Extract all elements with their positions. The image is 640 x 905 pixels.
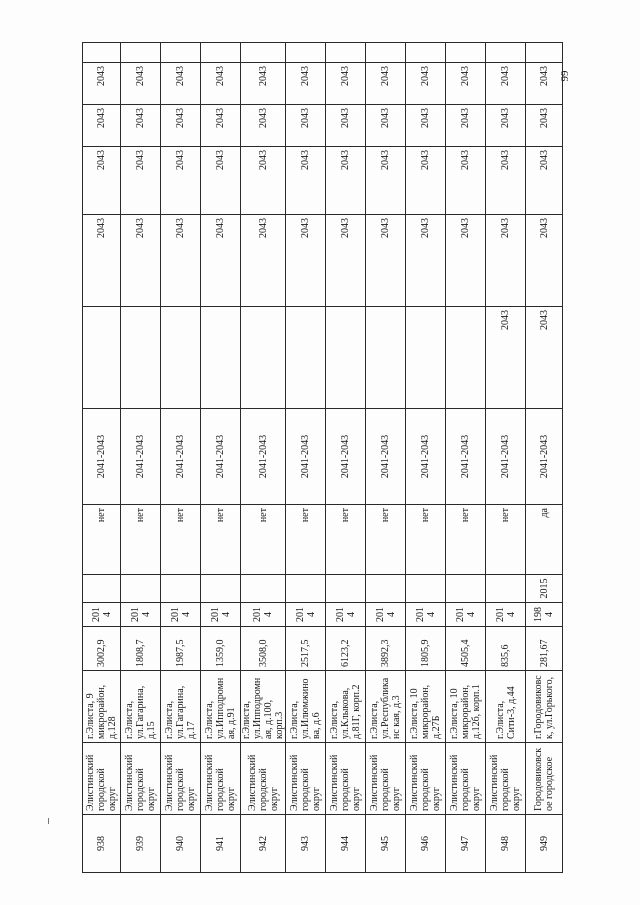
year-col-3-cell: 2043 <box>486 147 526 215</box>
table-row <box>161 43 201 873</box>
period-cell: 2041-2043 <box>83 409 121 505</box>
empty-cell <box>83 43 121 63</box>
area-cell: 2517,5 <box>286 627 326 671</box>
table-row <box>406 43 446 873</box>
address-cell: г.Элиста, ул.Клыкова, д.81Г, корп.2 <box>326 671 366 743</box>
year-built-cell: 2014 <box>161 603 201 627</box>
municipality-cell: Элистинский городской округ <box>121 743 161 815</box>
flag-cell: нет <box>201 505 241 575</box>
year-col-2-cell: 2043 <box>83 215 121 307</box>
rotated-table-wrapper <box>82 43 557 873</box>
year-col-3-cell: 2043 <box>406 147 446 215</box>
year-col-1-cell <box>201 307 241 409</box>
year-col-4-cell: 2043 <box>161 105 201 147</box>
flag-cell: нет <box>161 505 201 575</box>
row-number: 949 <box>526 815 563 873</box>
year-built-cell: 2014 <box>121 603 161 627</box>
year-built-cell: 2014 <box>486 603 526 627</box>
area-cell: 3002,9 <box>83 627 121 671</box>
year-built-cell: 2014 <box>286 603 326 627</box>
year-col-3-cell: 2043 <box>83 147 121 215</box>
table-row <box>366 43 406 873</box>
period-cell: 2041-2043 <box>286 409 326 505</box>
year-col-2-cell: 2043 <box>486 215 526 307</box>
table-row <box>286 43 326 873</box>
period-cell: 2041-2043 <box>161 409 201 505</box>
period-cell: 2041-2043 <box>201 409 241 505</box>
municipality-cell: Элистинский городской округ <box>406 743 446 815</box>
address-cell: г.Элиста, ул.Республиканс кая, д.3 <box>366 671 406 743</box>
period-cell: 2041-2043 <box>406 409 446 505</box>
period-cell: 2041-2043 <box>121 409 161 505</box>
address-cell: г.Элиста, ул.Ипподромная, д.100, корп.3 <box>241 671 286 743</box>
year-col-3-cell: 2043 <box>286 147 326 215</box>
year-col-2-cell: 2043 <box>201 215 241 307</box>
empty-cell <box>406 43 446 63</box>
year-col-5-cell: 2043 <box>121 63 161 105</box>
year-col-3-cell: 2043 <box>121 147 161 215</box>
year-col-4-cell: 2043 <box>241 105 286 147</box>
empty-cell <box>286 43 326 63</box>
year-col-3-cell: 2043 <box>446 147 486 215</box>
empty-cell <box>121 43 161 63</box>
empty-cell <box>486 43 526 63</box>
empty-cell <box>161 43 201 63</box>
address-cell: г.Элиста, ул.Гагарина, д.17 <box>161 671 201 743</box>
area-cell: 281,67 <box>526 627 563 671</box>
year-col-3-cell: 2043 <box>366 147 406 215</box>
year-col-1-cell <box>446 307 486 409</box>
address-cell: г.Элиста, 10 микрорайон, д.12б, корп.1 <box>446 671 486 743</box>
year-built-cell: 2014 <box>326 603 366 627</box>
row-number: 939 <box>121 815 161 873</box>
period-cell: 2041-2043 <box>241 409 286 505</box>
year-col-4-cell: 2043 <box>83 105 121 147</box>
area-cell: 1808,7 <box>121 627 161 671</box>
year-col-2-cell: 2043 <box>526 215 563 307</box>
flag-cell: да <box>526 505 563 575</box>
year-col-1-cell <box>406 307 446 409</box>
year-extra-cell <box>446 575 486 603</box>
year-extra-cell <box>241 575 286 603</box>
flag-cell: нет <box>326 505 366 575</box>
table-row <box>83 43 121 873</box>
address-cell: г.Элиста, ул.Ипподромная, д.91 <box>201 671 241 743</box>
year-col-2-cell: 2043 <box>446 215 486 307</box>
year-col-5-cell: 2043 <box>83 63 121 105</box>
flag-cell: нет <box>241 505 286 575</box>
year-built-cell: 2014 <box>83 603 121 627</box>
period-cell: 2041-2043 <box>326 409 366 505</box>
year-extra-cell <box>366 575 406 603</box>
year-extra-cell <box>161 575 201 603</box>
year-built-cell: 2014 <box>241 603 286 627</box>
flag-cell: нет <box>366 505 406 575</box>
municipality-cell: Элистинский городской округ <box>486 743 526 815</box>
address-cell: г.Элиста, Сити-3, д.44 <box>486 671 526 743</box>
table-row <box>486 43 526 873</box>
table-row <box>326 43 366 873</box>
area-cell: 1987,5 <box>161 627 201 671</box>
empty-cell <box>326 43 366 63</box>
address-cell: г.Элиста, 9 микрорайон, д.128 <box>83 671 121 743</box>
empty-cell <box>241 43 286 63</box>
year-col-2-cell: 2043 <box>241 215 286 307</box>
flag-cell: нет <box>286 505 326 575</box>
table-row <box>446 43 486 873</box>
municipality-cell: Элистинский городской округ <box>366 743 406 815</box>
year-built-cell: 2014 <box>446 603 486 627</box>
year-col-3-cell: 2043 <box>161 147 201 215</box>
area-cell: 6123,2 <box>326 627 366 671</box>
table-row <box>241 43 286 873</box>
year-col-3-cell: 2043 <box>241 147 286 215</box>
year-col-1-cell <box>286 307 326 409</box>
municipality-cell: Городовиковское городское <box>526 743 563 815</box>
year-col-3-cell: 2043 <box>526 147 563 215</box>
year-col-2-cell: 2043 <box>366 215 406 307</box>
row-number: 945 <box>366 815 406 873</box>
page-number: 99 <box>559 70 571 82</box>
period-cell: 2041-2043 <box>486 409 526 505</box>
housing-register-table <box>82 42 563 873</box>
year-col-4-cell: 2043 <box>446 105 486 147</box>
year-built-cell: 2014 <box>201 603 241 627</box>
year-col-2-cell: 2043 <box>286 215 326 307</box>
area-cell: 1805,9 <box>406 627 446 671</box>
address-cell: г.Элиста, ул.Илюмжинова, д.6 <box>286 671 326 743</box>
year-col-5-cell: 2043 <box>161 63 201 105</box>
flag-cell: нет <box>83 505 121 575</box>
area-cell: 3508,0 <box>241 627 286 671</box>
year-col-4-cell: 2043 <box>366 105 406 147</box>
municipality-cell: Элистинский городской округ <box>446 743 486 815</box>
municipality-cell: Элистинский городской округ <box>161 743 201 815</box>
year-col-5-cell: 2043 <box>406 63 446 105</box>
address-cell: г.Элиста, ул.Гагарина, д.15 <box>121 671 161 743</box>
flag-cell: нет <box>446 505 486 575</box>
table-row <box>201 43 241 873</box>
year-built-cell: 2014 <box>366 603 406 627</box>
year-col-1-cell <box>121 307 161 409</box>
row-number: 944 <box>326 815 366 873</box>
year-col-4-cell: 2043 <box>286 105 326 147</box>
municipality-cell: Элистинский городской округ <box>241 743 286 815</box>
year-col-2-cell: 2043 <box>406 215 446 307</box>
empty-cell <box>366 43 406 63</box>
municipality-cell: Элистинский городской округ <box>286 743 326 815</box>
year-col-3-cell: 2043 <box>201 147 241 215</box>
year-extra-cell <box>486 575 526 603</box>
year-col-4-cell: 2043 <box>526 105 563 147</box>
year-col-1-cell <box>326 307 366 409</box>
period-cell: 2041-2043 <box>446 409 486 505</box>
year-col-1-cell <box>366 307 406 409</box>
year-col-4-cell: 2043 <box>326 105 366 147</box>
year-col-3-cell: 2043 <box>326 147 366 215</box>
area-cell: 835,6 <box>486 627 526 671</box>
year-col-5-cell: 2043 <box>241 63 286 105</box>
period-cell: 2041-2043 <box>526 409 563 505</box>
row-number: 938 <box>83 815 121 873</box>
year-col-1-cell: 2043 <box>486 307 526 409</box>
flag-cell: нет <box>486 505 526 575</box>
year-built-cell: 1984 <box>526 603 563 627</box>
year-extra-cell <box>286 575 326 603</box>
year-extra-cell <box>83 575 121 603</box>
municipality-cell: Элистинский городской округ <box>326 743 366 815</box>
year-col-4-cell: 2043 <box>406 105 446 147</box>
row-number: 946 <box>406 815 446 873</box>
empty-cell <box>446 43 486 63</box>
year-extra-cell <box>201 575 241 603</box>
year-col-1-cell <box>161 307 201 409</box>
row-number: 948 <box>486 815 526 873</box>
empty-cell <box>526 43 563 63</box>
municipality-cell: Элистинский городской округ <box>201 743 241 815</box>
year-col-1-cell: 2043 <box>526 307 563 409</box>
year-extra-cell <box>406 575 446 603</box>
year-col-4-cell: 2043 <box>201 105 241 147</box>
row-number: 940 <box>161 815 201 873</box>
year-col-5-cell: 2043 <box>286 63 326 105</box>
year-col-5-cell: 2043 <box>326 63 366 105</box>
year-col-4-cell: 2043 <box>486 105 526 147</box>
flag-cell: нет <box>121 505 161 575</box>
year-built-cell: 2014 <box>406 603 446 627</box>
row-number: 942 <box>241 815 286 873</box>
empty-cell <box>201 43 241 63</box>
table-row <box>121 43 161 873</box>
year-col-5-cell: 2043 <box>201 63 241 105</box>
year-col-5-cell: 2043 <box>446 63 486 105</box>
address-cell: г.Городовиковск, ул.Горького, <box>526 671 563 743</box>
year-col-5-cell: 2043 <box>366 63 406 105</box>
year-col-1-cell <box>83 307 121 409</box>
row-number: 943 <box>286 815 326 873</box>
year-extra-cell <box>326 575 366 603</box>
year-col-4-cell: 2043 <box>121 105 161 147</box>
year-col-2-cell: 2043 <box>121 215 161 307</box>
year-extra-cell <box>121 575 161 603</box>
table-row <box>526 43 563 873</box>
year-col-2-cell: 2043 <box>326 215 366 307</box>
area-cell: 1359,0 <box>201 627 241 671</box>
area-cell: 3892,3 <box>366 627 406 671</box>
area-cell: 4505,4 <box>446 627 486 671</box>
row-number: 947 <box>446 815 486 873</box>
year-col-5-cell: 2043 <box>486 63 526 105</box>
year-col-1-cell <box>241 307 286 409</box>
year-col-5-cell: 2043 <box>526 63 563 105</box>
year-col-2-cell: 2043 <box>161 215 201 307</box>
scan-mark <box>48 818 49 824</box>
flag-cell: нет <box>406 505 446 575</box>
period-cell: 2041-2043 <box>366 409 406 505</box>
row-number: 941 <box>201 815 241 873</box>
municipality-cell: Элистинский городской округ <box>83 743 121 815</box>
year-extra-cell: 2015 <box>526 575 563 603</box>
address-cell: г.Элиста, 10 микрорайон, д.27Б <box>406 671 446 743</box>
